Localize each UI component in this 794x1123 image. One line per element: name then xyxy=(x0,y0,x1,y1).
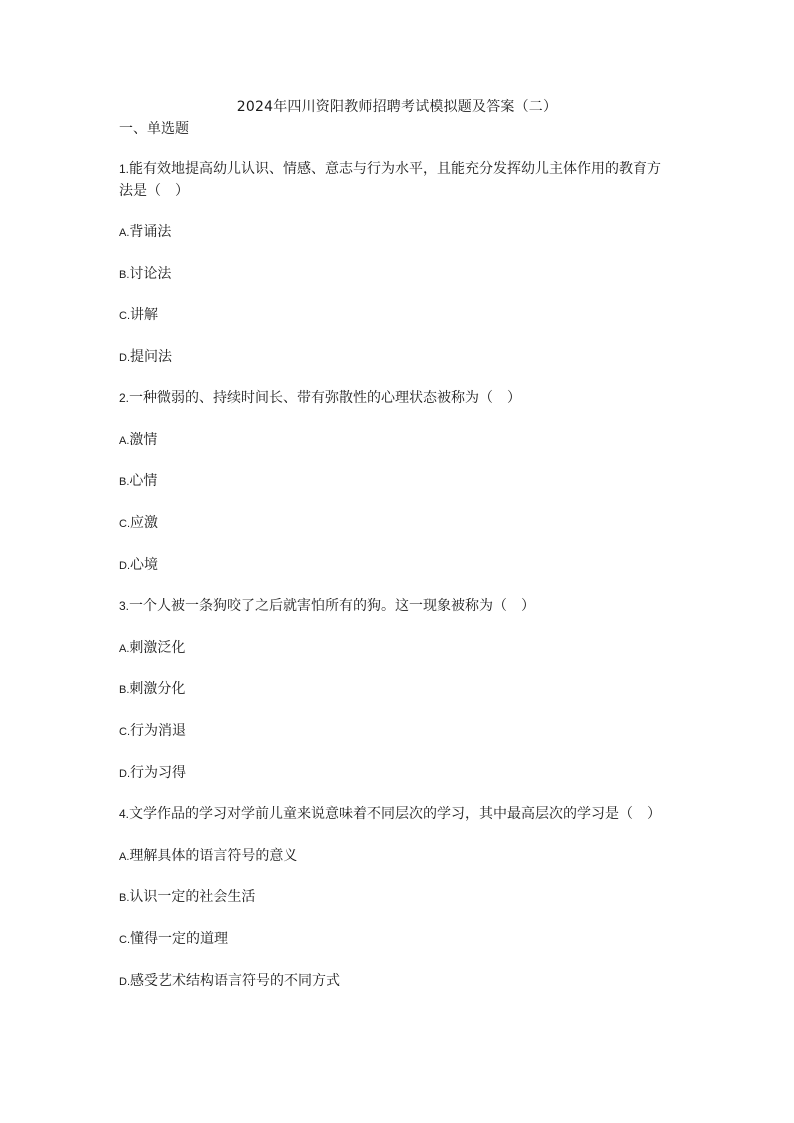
question-3-option-c xyxy=(119,721,679,742)
option-letter: A. xyxy=(119,435,130,447)
option-letter: D. xyxy=(119,768,130,780)
question-text: 一个人被一条狗咬了之后就害怕所有的狗。这一现象被称为（ ） xyxy=(129,598,536,614)
question-3-option-b xyxy=(119,679,679,700)
option-text: 刺激分化 xyxy=(129,681,186,697)
question-2-option-b xyxy=(119,471,679,492)
option-text: 讨论法 xyxy=(129,266,172,282)
option-letter: B. xyxy=(119,892,130,904)
option-text: 懂得一定的道理 xyxy=(130,931,228,947)
option-letter: C. xyxy=(119,518,130,530)
question-4-option-a xyxy=(119,846,679,867)
option-text: 背诵法 xyxy=(129,224,172,240)
question-number: 1. xyxy=(119,162,130,176)
option-letter: C. xyxy=(119,310,130,322)
question-4-option-d xyxy=(119,971,679,992)
option-letter: A. xyxy=(119,227,130,239)
question-2-option-d xyxy=(119,555,679,576)
option-text: 认识一定的社会生活 xyxy=(129,889,256,905)
option-text: 行为习得 xyxy=(130,765,186,781)
question-text: 文学作品的学习对学前儿童来说意味着不同层次的学习，其中最高层次的学习是（ ） xyxy=(129,806,662,822)
option-letter: D. xyxy=(119,560,130,572)
question-1-option-b xyxy=(119,264,679,285)
question-text: 能有效地提高幼儿认识、情感、意志与行为水平，且能充分发挥幼儿主体作用的教育方法是（ ） xyxy=(119,161,662,199)
document-title: 2024年四川资阳教师招聘考试模拟题及答案（二） xyxy=(236,99,558,115)
option-text: 心境 xyxy=(130,557,158,573)
option-text: 刺激泛化 xyxy=(129,640,186,656)
question-number: 4. xyxy=(119,807,130,821)
option-letter: A. xyxy=(119,643,130,655)
question-1-stem xyxy=(119,158,674,202)
question-2-option-a xyxy=(119,430,679,451)
question-1-option-a xyxy=(119,222,679,243)
question-4-stem xyxy=(119,804,679,824)
question-4-option-c xyxy=(119,929,679,950)
question-3-stem xyxy=(119,596,679,616)
section-heading: 一、单选题 xyxy=(119,121,189,137)
option-text: 行为消退 xyxy=(130,723,186,739)
question-1-option-d xyxy=(119,347,679,368)
option-letter: C. xyxy=(119,726,130,738)
question-4-option-b xyxy=(119,887,679,908)
option-letter: B. xyxy=(119,684,130,696)
question-3-option-a xyxy=(119,638,679,659)
question-2-option-c xyxy=(119,513,679,534)
option-letter: A. xyxy=(119,851,130,863)
option-text: 感受艺术结构语言符号的不同方式 xyxy=(130,973,340,989)
option-letter: B. xyxy=(119,476,130,488)
question-1-option-c xyxy=(119,305,679,326)
question-number: 2. xyxy=(119,391,130,405)
question-2-stem xyxy=(119,388,679,408)
option-letter: D. xyxy=(119,352,130,364)
option-letter: D. xyxy=(119,976,130,988)
option-text: 讲解 xyxy=(130,307,158,323)
option-text: 理解具体的语言符号的意义 xyxy=(129,848,298,864)
option-letter: C. xyxy=(119,934,130,946)
question-number: 3. xyxy=(119,599,130,613)
option-text: 激情 xyxy=(129,432,158,448)
option-letter: B. xyxy=(119,269,130,281)
option-text: 心情 xyxy=(129,473,158,489)
option-text: 提问法 xyxy=(130,349,172,365)
option-text: 应激 xyxy=(130,515,158,531)
question-3-option-d xyxy=(119,763,679,784)
question-text: 一种微弱的、持续时间长、带有弥散性的心理状态被称为（ ） xyxy=(129,390,522,406)
